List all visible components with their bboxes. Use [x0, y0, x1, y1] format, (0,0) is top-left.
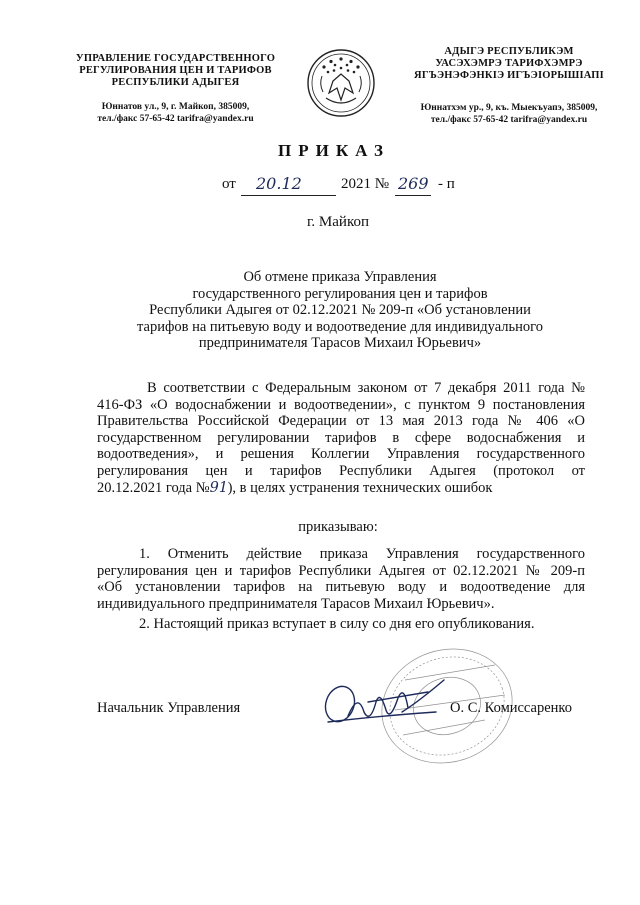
header-left-org-line: РЕГУЛИРОВАНИЯ ЦЕН И ТАРИФОВ	[79, 65, 272, 76]
basis-line: государственном регулировании тарифов в сфере водоснабжения и	[97, 429, 585, 446]
header-left-org	[68, 53, 283, 89]
subject-line: государственного регулирования цен и тарифов	[192, 285, 488, 302]
header-right-address-line: Юннатхэм ур., 9, къ. Мыекъуапэ, 385009,	[420, 103, 598, 113]
number-underline	[395, 195, 431, 196]
basis-protocol-text: 20.12.2021 года №	[97, 479, 210, 496]
order-number-handwritten: 269	[398, 174, 429, 193]
item1-line: 1. Отменить действие приказа Управления государственного	[139, 546, 585, 562]
header-left-address-line: Юннатов ул., 9, г. Майкоп, 385009,	[101, 102, 250, 112]
item1-line: «Об установлении тарифов на питьевую воду и водоотведение для	[97, 579, 585, 596]
item1-line: индивидуального предпринимателя Тарасов Михаил Юрьевич».	[97, 595, 495, 612]
order-number-suffix: - п	[438, 176, 455, 192]
basis-line: водоотведения», и решения Коллегии Управления государственного	[97, 446, 585, 463]
subject-line: Республики Адыгея от 02.12.2021 № 209-п «Об установлении	[149, 302, 531, 318]
order-date-prefix: от	[222, 176, 236, 192]
signatory-position: Начальник Управления	[97, 700, 241, 716]
basis-paragraph	[97, 380, 585, 496]
order-item-1	[97, 546, 585, 612]
basis-line: В соответствии с Федеральным законом от 7 декабря 2011 года №	[147, 380, 585, 396]
order-year-text: 2021 №	[341, 176, 390, 192]
coat-of-arms-emblem	[306, 48, 376, 118]
order-subject	[110, 269, 570, 352]
item1-line: регулирования цен и тарифов Республики Адыгея от 02.12.2021 № 209-п	[97, 562, 585, 579]
basis-line: регулирования цен и тарифов Республики Адыгея (протокол от	[97, 462, 585, 479]
document-title: ПРИКАЗ	[278, 141, 390, 160]
header-right-org-line: ЯГЪЭНЭФЭНКIЭ ИГЪЭIОРЫШIАПI	[414, 70, 604, 81]
basis-purpose-text: ), в целях устранения технических ошибок	[227, 479, 493, 496]
subject-line: предпринимателя Тарасов Михаил Юрьевич»	[198, 335, 482, 351]
header-right-block	[398, 46, 620, 126]
signature-icon	[318, 672, 453, 732]
basis-line: Правительства Российской Федерации от 13 мая 2013 года № 406 «О	[97, 413, 585, 430]
header-right-address-line: тел./факс 57-65-42 tarifra@yandex.ru	[430, 115, 588, 125]
subject-line: Об отмене приказа Управления	[243, 269, 437, 285]
header-left-org-line: РЕСПУБЛИКИ АДЫГЕЯ	[111, 77, 240, 88]
coat-of-arms-icon	[306, 48, 376, 118]
protocol-number-handwritten: 91	[209, 479, 229, 496]
basis-line: 416-ФЗ «О водоснабжении и водоотведении», с пунктом 9 постановления	[97, 396, 585, 413]
order-date-handwritten: 20.12	[256, 174, 302, 193]
order-word: приказываю:	[298, 519, 378, 535]
order-item-2	[97, 616, 585, 633]
header-right-org-line: УАСЭХЭМРЭ ТАРИФХЭМРЭ	[435, 58, 583, 69]
city-label: г. Майкоп	[306, 214, 370, 230]
header-left-org-line: УПРАВЛЕНИЕ ГОСУДАРСТВЕННОГО	[75, 53, 276, 64]
date-underline	[241, 195, 336, 196]
header-left-block	[68, 53, 283, 125]
header-left-address-line: тел./факс 57-65-42 tarifra@yandex.ru	[97, 114, 254, 124]
handwritten-signature	[318, 672, 453, 732]
signatory-name: О. С. Комиссаренко	[450, 700, 572, 716]
header-right-org-line: АДЫГЭ РЕСПУБЛИКЭМ	[444, 46, 574, 57]
item2-line: 2. Настоящий приказ вступает в силу со дня его опубликования.	[139, 616, 535, 632]
header-right-org	[398, 46, 620, 82]
header-right-address	[398, 102, 620, 126]
basis-line-last	[97, 480, 585, 497]
subject-line: тарифов на питьевую воду и водоотведение для индивидуального	[137, 318, 543, 335]
header-left-address	[68, 101, 283, 125]
